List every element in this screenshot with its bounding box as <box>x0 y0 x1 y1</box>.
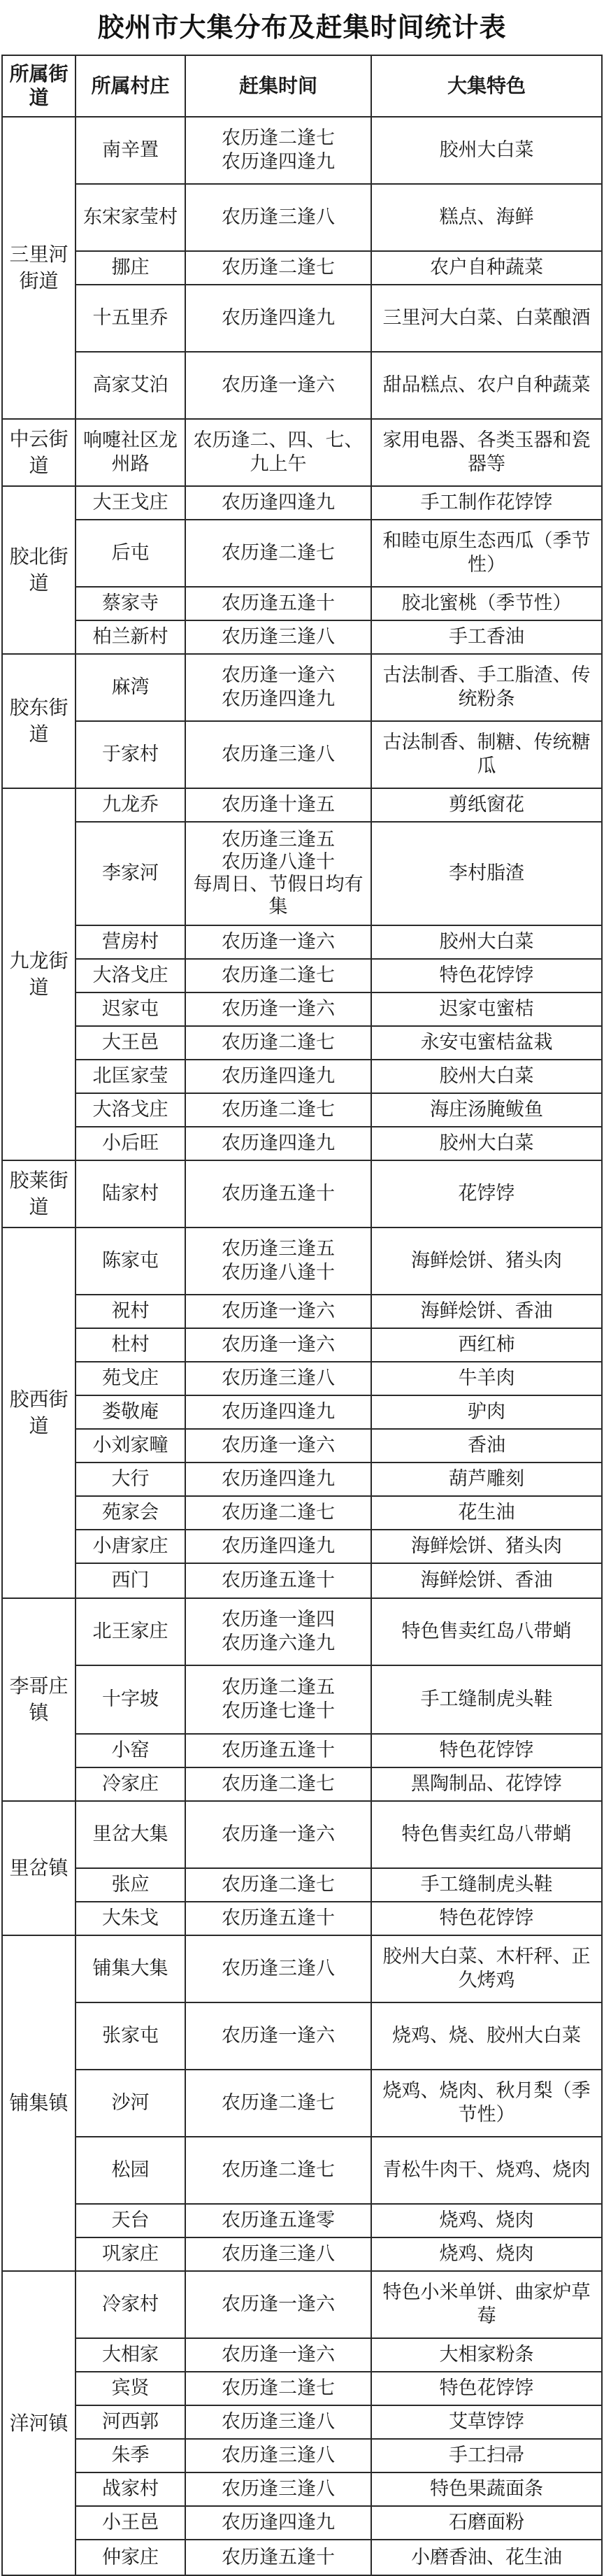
feature-cell: 古法制香、手工脂渣、传统粉条 <box>371 654 602 721</box>
time-cell: 农历逢四逢九 <box>185 285 371 352</box>
time-cell: 农历逢五逢零 <box>185 2204 371 2237</box>
table-row <box>2 2204 602 2237</box>
village-cell: 杜村 <box>76 1328 185 1362</box>
table-row <box>2 654 602 721</box>
village-cell: 后屯 <box>76 520 185 587</box>
table-row <box>2 992 602 1026</box>
village-cell: 小王邑 <box>76 2506 185 2540</box>
feature-cell: 手工扫帚 <box>371 2439 602 2472</box>
time-cell: 农历逢四逢九 <box>185 1395 371 1429</box>
feature-cell: 胶州大白菜 <box>371 1060 602 1093</box>
feature-cell: 胶州大白菜、木杆秤、正久烤鸡 <box>371 1935 602 2002</box>
table-row <box>2 1902 602 1935</box>
table-row <box>2 1160 602 1227</box>
time-cell: 农历逢一逢六 <box>185 1295 371 1328</box>
feature-cell: 胶州大白菜 <box>371 925 602 959</box>
time-cell: 农历逢四逢九 <box>185 1463 371 1496</box>
time-cell: 农历逢二逢七 <box>185 959 371 992</box>
table-row <box>2 2002 602 2070</box>
header-district: 所属街道 <box>2 55 76 117</box>
district-cell: 中云街道 <box>2 419 76 486</box>
village-cell: 巩家庄 <box>76 2237 185 2271</box>
table-row <box>2 1767 602 1801</box>
village-cell: 柏兰新村 <box>76 620 185 654</box>
village-cell: 小后旺 <box>76 1127 185 1160</box>
table-row <box>2 1362 602 1395</box>
district-cell: 胶莱街道 <box>2 1160 76 1227</box>
feature-cell: 剪纸窗花 <box>371 788 602 822</box>
feature-cell: 烧鸡、烧肉 <box>371 2204 602 2237</box>
table-row <box>2 117 602 184</box>
time-cell: 农历逢一逢六 <box>185 925 371 959</box>
time-cell: 农历逢二逢七 <box>185 1767 371 1801</box>
table-row <box>2 1093 602 1127</box>
village-cell: 苑戈庄 <box>76 1362 185 1395</box>
village-cell: 小窑 <box>76 1734 185 1767</box>
table-row <box>2 788 602 822</box>
feature-cell: 黑陶制品、花饽饽 <box>371 1767 602 1801</box>
table-row <box>2 352 602 419</box>
time-cell: 农历逢四逢九 <box>185 486 371 520</box>
feature-cell: 胶北蜜桃（季节性） <box>371 587 602 620</box>
time-cell: 农历逢一逢六 <box>185 1801 371 1868</box>
time-cell: 农历逢二逢七 <box>185 251 371 285</box>
table-row <box>2 1734 602 1767</box>
feature-cell: 海鲜烩饼、猪头肉 <box>371 1530 602 1563</box>
feature-cell: 手工制作花饽饽 <box>371 486 602 520</box>
table-row <box>2 1496 602 1530</box>
village-cell: 南辛置 <box>76 117 185 184</box>
table-row <box>2 1665 602 1734</box>
feature-cell: 手工缝制虎头鞋 <box>371 1665 602 1734</box>
village-cell: 十五里乔 <box>76 285 185 352</box>
time-cell: 农历逢二逢七 <box>185 1026 371 1060</box>
feature-cell: 甜品糕点、农户自种蔬菜 <box>371 352 602 419</box>
feature-cell: 农户自种蔬菜 <box>371 251 602 285</box>
village-cell: 李家河 <box>76 822 185 925</box>
district-cell: 胶东街道 <box>2 654 76 788</box>
feature-cell: 海鲜烩饼、香油 <box>371 1563 602 1598</box>
feature-cell: 艾草饽饽 <box>371 2405 602 2439</box>
village-cell: 陈家屯 <box>76 1227 185 1295</box>
table-row <box>2 2070 602 2137</box>
feature-cell: 石磨面粉 <box>371 2506 602 2540</box>
village-cell: 西门 <box>76 1563 185 1598</box>
time-cell: 农历逢二逢七 <box>185 2070 371 2137</box>
time-cell: 农历逢一逢六 <box>185 1328 371 1362</box>
time-cell: 农历逢五逢十 <box>185 1902 371 1935</box>
table-header-row <box>2 55 602 117</box>
village-cell: 天台 <box>76 2204 185 2237</box>
feature-cell: 手工香油 <box>371 620 602 654</box>
village-cell: 张家屯 <box>76 2002 185 2070</box>
time-cell: 农历逢二逢五 农历逢七逢十 <box>185 1665 371 1734</box>
village-cell: 东宋家莹村 <box>76 184 185 251</box>
table-row <box>2 1060 602 1093</box>
village-cell: 松园 <box>76 2137 185 2204</box>
feature-cell: 牛羊肉 <box>371 1362 602 1395</box>
table-row <box>2 2405 602 2439</box>
district-cell: 洋河镇 <box>2 2271 76 2575</box>
district-cell: 胶北街道 <box>2 486 76 654</box>
time-cell: 农历逢二逢七 <box>185 2372 371 2405</box>
feature-cell: 胶州大白菜 <box>371 1127 602 1160</box>
feature-cell: 特色花饽饽 <box>371 2372 602 2405</box>
time-cell: 农历逢二逢七 <box>185 1093 371 1127</box>
time-cell: 农历逢三逢八 <box>185 1362 371 1395</box>
feature-cell: 小磨香油、花生油 <box>371 2540 602 2575</box>
village-cell: 十字坡 <box>76 1665 185 1734</box>
village-cell: 北王家庄 <box>76 1598 185 1665</box>
village-cell: 冷家庄 <box>76 1767 185 1801</box>
village-cell: 宾贤 <box>76 2372 185 2405</box>
feature-cell: 特色花饽饽 <box>371 959 602 992</box>
village-cell: 战家村 <box>76 2472 185 2506</box>
feature-cell: 香油 <box>371 1429 602 1463</box>
table-row <box>2 925 602 959</box>
time-cell: 农历逢三逢五 农历逢八逢十 每周日、节假日均有集 <box>185 822 371 925</box>
village-cell: 挪庄 <box>76 251 185 285</box>
time-cell: 农历逢一逢六 农历逢四逢九 <box>185 654 371 721</box>
feature-cell: 海鲜烩饼、猪头肉 <box>371 1227 602 1295</box>
district-cell: 李哥庄镇 <box>2 1598 76 1801</box>
time-cell: 农历逢二逢七 <box>185 2137 371 2204</box>
feature-cell: 糕点、海鲜 <box>371 184 602 251</box>
feature-cell: 海庄汤腌鲅鱼 <box>371 1093 602 1127</box>
feature-cell: 葫芦雕刻 <box>371 1463 602 1496</box>
table-row <box>2 1295 602 1328</box>
feature-cell: 古法制香、制糖、传统糖瓜 <box>371 721 602 788</box>
time-cell: 农历逢四逢九 <box>185 1530 371 1563</box>
village-cell: 于家村 <box>76 721 185 788</box>
table-row <box>2 2271 602 2338</box>
table-row <box>2 2237 602 2271</box>
district-cell: 铺集镇 <box>2 1935 76 2271</box>
table-row <box>2 285 602 352</box>
feature-cell: 迟家屯蜜桔 <box>371 992 602 1026</box>
table-row <box>2 959 602 992</box>
page-title: 胶州市大集分布及赶集时间统计表 <box>97 12 507 43</box>
village-cell: 朱季 <box>76 2439 185 2472</box>
header-time: 赶集时间 <box>185 55 371 117</box>
village-cell: 苑家会 <box>76 1496 185 1530</box>
table-row <box>2 419 602 486</box>
feature-cell: 特色售卖红岛八带蛸 <box>371 1598 602 1665</box>
feature-cell: 青松牛肉干、烧鸡、烧肉 <box>371 2137 602 2204</box>
table-row <box>2 2540 602 2575</box>
table-row <box>2 1395 602 1429</box>
table-row <box>2 1530 602 1563</box>
time-cell: 农历逢二、四、七、九上午 <box>185 419 371 486</box>
table-row <box>2 1935 602 2002</box>
table-row <box>2 1868 602 1902</box>
table-row <box>2 1328 602 1362</box>
time-cell: 农历逢二逢七 <box>185 1496 371 1530</box>
village-cell: 大朱戈 <box>76 1902 185 1935</box>
table-row <box>2 587 602 620</box>
feature-cell: 特色售卖红岛八带蛸 <box>371 1801 602 1868</box>
table-row <box>2 2338 602 2372</box>
village-cell: 小唐家庄 <box>76 1530 185 1563</box>
feature-cell: 驴肉 <box>371 1395 602 1429</box>
village-cell: 九龙乔 <box>76 788 185 822</box>
feature-cell: 烧鸡、烧、胶州大白菜 <box>371 2002 602 2070</box>
time-cell: 农历逢三逢八 <box>185 2405 371 2439</box>
table-row <box>2 2506 602 2540</box>
village-cell: 大王邑 <box>76 1026 185 1060</box>
village-cell: 大洛戈庄 <box>76 959 185 992</box>
table-row <box>2 184 602 251</box>
table-row <box>2 1429 602 1463</box>
table-row <box>2 1598 602 1665</box>
table-row <box>2 1563 602 1598</box>
market-table <box>1 55 603 2576</box>
village-cell: 冷家村 <box>76 2271 185 2338</box>
time-cell: 农历逢四逢九 <box>185 1060 371 1093</box>
table-row <box>2 721 602 788</box>
time-cell: 农历逢三逢八 <box>185 2472 371 2506</box>
time-cell: 农历逢五逢十 <box>185 1563 371 1598</box>
table-row <box>2 1801 602 1868</box>
feature-cell: 特色果蔬面条 <box>371 2472 602 2506</box>
feature-cell: 西红柿 <box>371 1328 602 1362</box>
time-cell: 农历逢二逢七 <box>185 1868 371 1902</box>
time-cell: 农历逢三逢八 <box>185 2237 371 2271</box>
village-cell: 大洛戈庄 <box>76 1093 185 1127</box>
feature-cell: 花饽饽 <box>371 1160 602 1227</box>
district-cell: 胶西街道 <box>2 1227 76 1598</box>
time-cell: 农历逢三逢八 <box>185 620 371 654</box>
feature-cell: 李村脂渣 <box>371 822 602 925</box>
village-cell: 大行 <box>76 1463 185 1496</box>
table-row <box>2 2137 602 2204</box>
village-cell: 迟家屯 <box>76 992 185 1026</box>
feature-cell: 烧鸡、烧肉、秋月梨（季节性） <box>371 2070 602 2137</box>
village-cell: 娄敬庵 <box>76 1395 185 1429</box>
time-cell: 农历逢一逢六 <box>185 352 371 419</box>
time-cell: 农历逢一逢六 <box>185 2271 371 2338</box>
time-cell: 农历逢五逢十 <box>185 587 371 620</box>
feature-cell: 和睦屯原生态西瓜（季节性） <box>371 520 602 587</box>
village-cell: 沙河 <box>76 2070 185 2137</box>
feature-cell: 特色花饽饽 <box>371 1734 602 1767</box>
village-cell: 仲家庄 <box>76 2540 185 2575</box>
time-cell: 农历逢一逢六 <box>185 2002 371 2070</box>
table-row <box>2 620 602 654</box>
feature-cell: 家用电器、各类玉器和瓷器等 <box>371 419 602 486</box>
table-body <box>2 117 602 2575</box>
village-cell: 蔡家寺 <box>76 587 185 620</box>
table-row <box>2 251 602 285</box>
feature-cell: 手工缝制虎头鞋 <box>371 1868 602 1902</box>
table-row <box>2 822 602 925</box>
feature-cell: 胶州大白菜 <box>371 117 602 184</box>
time-cell: 农历逢一逢四 农历逢六逢九 <box>185 1598 371 1665</box>
village-cell: 北匡家莹 <box>76 1060 185 1093</box>
village-cell: 高家艾泊 <box>76 352 185 419</box>
time-cell: 农历逢四逢九 <box>185 1127 371 1160</box>
village-cell: 大相家 <box>76 2338 185 2372</box>
table-row <box>2 2439 602 2472</box>
district-cell: 九龙街道 <box>2 788 76 1160</box>
feature-cell: 大相家粉条 <box>371 2338 602 2372</box>
time-cell: 农历逢二逢七 农历逢四逢九 <box>185 117 371 184</box>
time-cell: 农历逢五逢十 <box>185 2540 371 2575</box>
time-cell: 农历逢五逢十 <box>185 1160 371 1227</box>
feature-cell: 烧鸡、烧肉 <box>371 2237 602 2271</box>
table-row <box>2 1463 602 1496</box>
village-cell: 里岔大集 <box>76 1801 185 1868</box>
district-cell: 三里河街道 <box>2 117 76 419</box>
village-cell: 小刘家疃 <box>76 1429 185 1463</box>
feature-cell: 永安屯蜜桔盆栽 <box>371 1026 602 1060</box>
time-cell: 农历逢三逢八 <box>185 2439 371 2472</box>
table-row <box>2 1026 602 1060</box>
district-cell: 里岔镇 <box>2 1801 76 1935</box>
village-cell: 河西郭 <box>76 2405 185 2439</box>
feature-cell: 花生油 <box>371 1496 602 1530</box>
feature-cell: 特色花饽饽 <box>371 1902 602 1935</box>
header-village: 所属村庄 <box>76 55 185 117</box>
table-row <box>2 2472 602 2506</box>
feature-cell: 三里河大白菜、白菜酿酒 <box>371 285 602 352</box>
village-cell: 张应 <box>76 1868 185 1902</box>
time-cell: 农历逢一逢六 <box>185 1429 371 1463</box>
time-cell: 农历逢二逢七 <box>185 520 371 587</box>
village-cell: 麻湾 <box>76 654 185 721</box>
time-cell: 农历逢四逢九 <box>185 2506 371 2540</box>
village-cell: 响嚏社区龙州路 <box>76 419 185 486</box>
time-cell: 农历逢五逢十 <box>185 1734 371 1767</box>
table-row <box>2 1127 602 1160</box>
time-cell: 农历逢一逢六 <box>185 2338 371 2372</box>
village-cell: 大王戈庄 <box>76 486 185 520</box>
table-row <box>2 1227 602 1295</box>
header-feature: 大集特色 <box>371 55 602 117</box>
time-cell: 农历逢一逢六 <box>185 992 371 1026</box>
village-cell: 祝村 <box>76 1295 185 1328</box>
village-cell: 营房村 <box>76 925 185 959</box>
time-cell: 农历逢三逢八 <box>185 721 371 788</box>
time-cell: 农历逢三逢五 农历逢八逢十 <box>185 1227 371 1295</box>
feature-cell: 特色小米单饼、曲家炉草莓 <box>371 2271 602 2338</box>
table-row <box>2 486 602 520</box>
village-cell: 陆家村 <box>76 1160 185 1227</box>
table-row <box>2 2372 602 2405</box>
feature-cell: 海鲜烩饼、香油 <box>371 1295 602 1328</box>
table-row <box>2 520 602 587</box>
time-cell: 农历逢三逢八 <box>185 184 371 251</box>
time-cell: 农历逢十逢五 <box>185 788 371 822</box>
village-cell: 铺集大集 <box>76 1935 185 2002</box>
time-cell: 农历逢三逢八 <box>185 1935 371 2002</box>
